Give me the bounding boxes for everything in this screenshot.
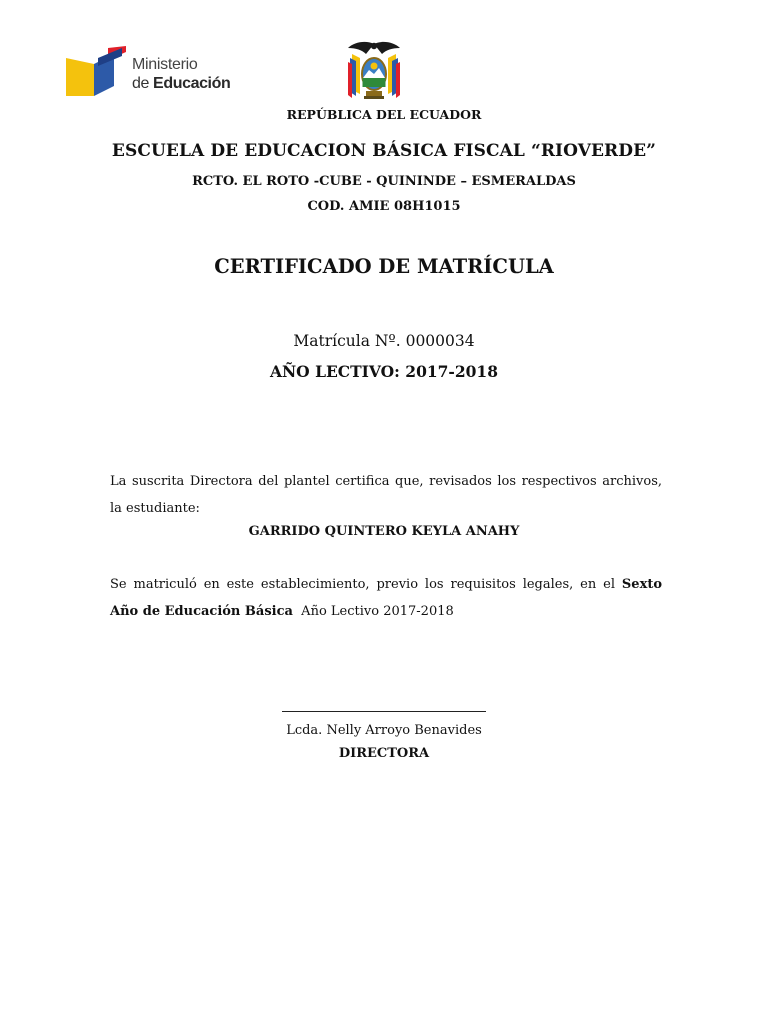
logo-text-educacion-bold: Educación (153, 75, 231, 92)
logo-text-de: de (132, 75, 149, 92)
ministerio-logo (64, 46, 234, 98)
student-name: GARRIDO QUINTERO KEYLA ANAHY (248, 524, 520, 539)
ministerio-logo-icon (64, 46, 128, 98)
amie-code: COD. AMIE 08H1015 (307, 199, 461, 214)
signer-role: DIRECTORA (338, 746, 430, 761)
enrollment-paragraph (110, 571, 662, 625)
signature-line (282, 711, 486, 712)
certification-paragraph: La suscrita Directora del plantel certifica que, revisados los respectivos archivos, la estudiante: (110, 474, 662, 516)
school-year: AÑO LECTIVO: 2017-2018 (269, 362, 498, 381)
school-address: RCTO. EL ROTO -CUBE - QUININDE – ESMERALDAS (192, 174, 576, 189)
signer-name: Lcda. Nelly Arroyo Benavides (286, 723, 482, 738)
logo-text-ministerio: Ministerio (132, 56, 198, 73)
school-name: ESCUELA DE EDUCACION BÁSICA FISCAL “RIOVERDE” (111, 141, 657, 161)
ecuador-coat-of-arms-icon (346, 40, 402, 102)
enrollment-number: Matrícula Nº. 0000034 (293, 332, 475, 350)
grade-level: Sexto Año de Educación Básica (110, 577, 662, 619)
enrollment-text-start: Se matriculó en este establecimiento, previo los requisitos legales, en el (110, 577, 622, 592)
certificate-title: CERTIFICADO DE MATRÍCULA (214, 255, 554, 278)
logo-text-educacion (132, 75, 230, 93)
republic-title: REPÚBLICA DEL ECUADOR (286, 107, 482, 122)
enrollment-text-end: Año Lectivo 2017-2018 (292, 604, 454, 619)
